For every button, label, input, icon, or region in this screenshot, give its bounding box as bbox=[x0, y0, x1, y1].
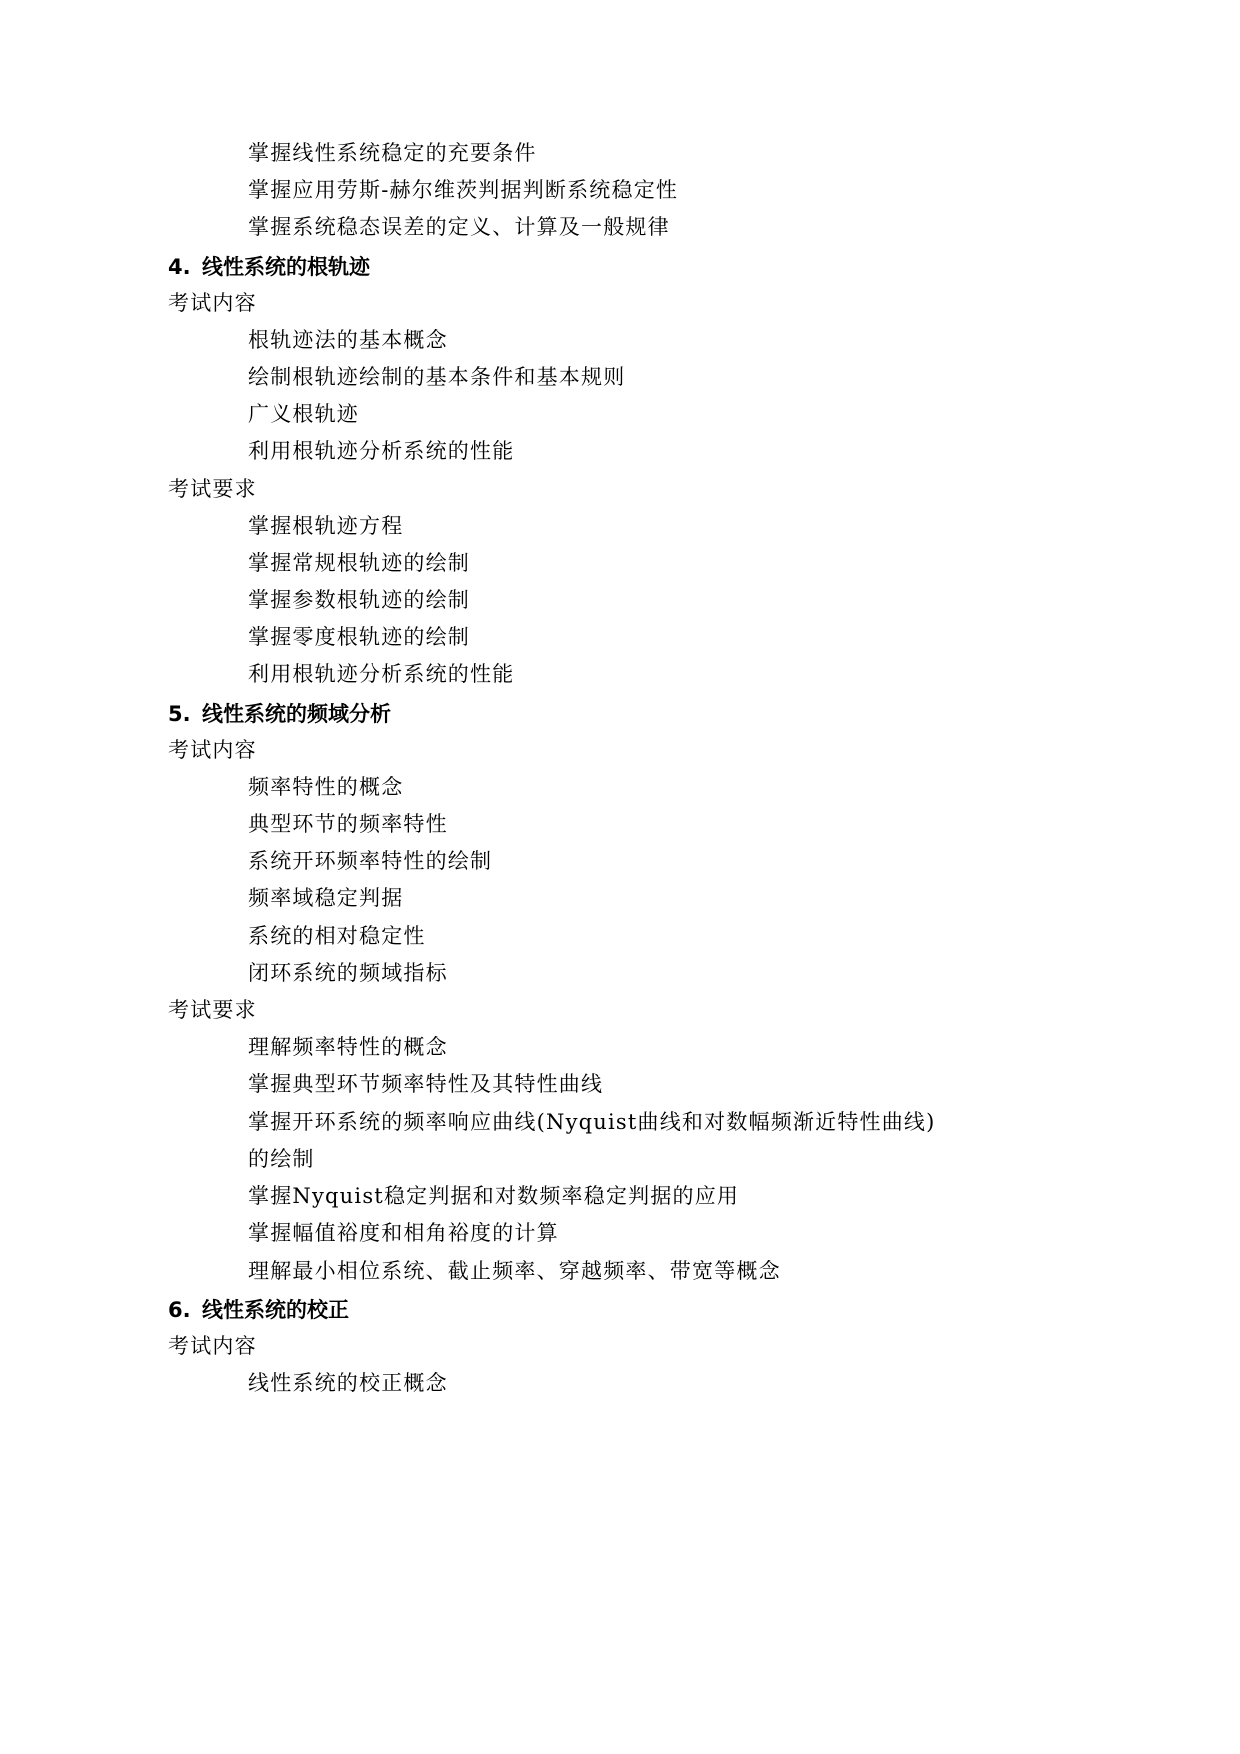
section-number: 4. bbox=[168, 255, 191, 279]
requirement-item: 掌握常规根轨迹的绘制 bbox=[248, 551, 470, 575]
requirement-label: 考试要求 bbox=[168, 477, 257, 501]
content-item: 闭环系统的频域指标 bbox=[248, 961, 448, 985]
requirement-item: 掌握Nyquist稳定判据和对数频率稳定判据的应用 bbox=[248, 1184, 740, 1208]
content-item: 根轨迹法的基本概念 bbox=[248, 328, 448, 352]
section-number: 5. bbox=[168, 702, 191, 726]
section-heading-5 bbox=[168, 700, 391, 728]
requirement-item: 理解最小相位系统、截止频率、穿越频率、带宽等概念 bbox=[248, 1259, 781, 1283]
requirement-item: 掌握系统稳态误差的定义、计算及一般规律 bbox=[248, 215, 670, 239]
content-item: 广义根轨迹 bbox=[248, 402, 359, 426]
content-item: 频率特性的概念 bbox=[248, 775, 404, 799]
section-title: 线性系统的根轨迹 bbox=[202, 255, 370, 279]
section-heading-4 bbox=[168, 253, 370, 281]
content-item: 利用根轨迹分析系统的性能 bbox=[248, 439, 515, 463]
content-item: 频率域稳定判据 bbox=[248, 886, 404, 910]
content-label: 考试内容 bbox=[168, 738, 257, 762]
section-heading-6 bbox=[168, 1296, 349, 1324]
content-item: 系统开环频率特性的绘制 bbox=[248, 849, 493, 873]
requirement-item-continuation: 的绘制 bbox=[248, 1147, 315, 1171]
requirement-item: 掌握零度根轨迹的绘制 bbox=[248, 625, 470, 649]
requirement-item: 掌握线性系统稳定的充要条件 bbox=[248, 141, 537, 165]
requirement-item: 掌握典型环节频率特性及其特性曲线 bbox=[248, 1072, 604, 1096]
content-label: 考试内容 bbox=[168, 291, 257, 315]
content-item: 线性系统的校正概念 bbox=[248, 1371, 448, 1395]
requirement-item: 掌握开环系统的频率响应曲线(Nyquist曲线和对数幅频渐近特性曲线) bbox=[248, 1110, 936, 1134]
requirement-label: 考试要求 bbox=[168, 998, 257, 1022]
section-number: 6. bbox=[168, 1298, 191, 1322]
requirement-item: 掌握参数根轨迹的绘制 bbox=[248, 588, 470, 612]
requirement-item: 理解频率特性的概念 bbox=[248, 1035, 448, 1059]
content-item: 绘制根轨迹绘制的基本条件和基本规则 bbox=[248, 365, 626, 389]
content-label: 考试内容 bbox=[168, 1334, 257, 1358]
content-item: 系统的相对稳定性 bbox=[248, 924, 426, 948]
requirement-item: 利用根轨迹分析系统的性能 bbox=[248, 662, 515, 686]
section-title: 线性系统的校正 bbox=[202, 1298, 349, 1322]
requirement-item: 掌握根轨迹方程 bbox=[248, 514, 404, 538]
requirement-item: 掌握幅值裕度和相角裕度的计算 bbox=[248, 1221, 559, 1245]
section-title: 线性系统的频域分析 bbox=[202, 702, 391, 726]
content-item: 典型环节的频率特性 bbox=[248, 812, 448, 836]
requirement-item: 掌握应用劳斯-赫尔维茨判据判断系统稳定性 bbox=[248, 178, 679, 202]
